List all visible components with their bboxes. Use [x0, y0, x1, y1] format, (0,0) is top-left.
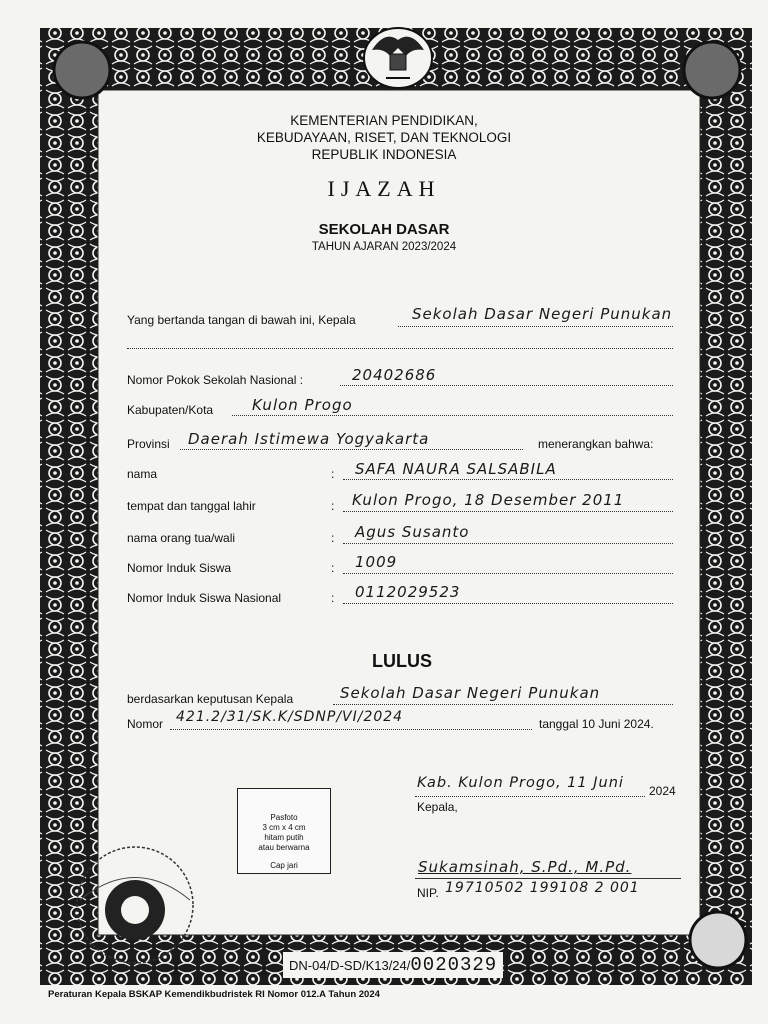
photo-label-1: Pasfoto: [270, 813, 298, 822]
ministry-line-1: KEMENTERIAN PENDIDIKAN,: [290, 113, 478, 128]
field-value-nama: SAFA NAURA SALSABILA: [355, 460, 557, 478]
field-label-nis: Nomor Induk Siswa: [127, 561, 232, 575]
field-label-nama: nama: [127, 467, 158, 481]
intro-label: Yang bertanda tangan di bawah ini, Kepala: [127, 313, 356, 327]
nip-value: 19710502 199108 2 001: [445, 880, 640, 896]
sign-title: Kepala,: [417, 800, 458, 814]
sign-place-date: Kab. Kulon Progo, 11 Juni: [417, 775, 624, 791]
npsn-value: 20402686: [352, 366, 437, 384]
nomor-label: Nomor: [127, 717, 164, 731]
field-colon: :: [331, 467, 335, 481]
basis-label: berdasarkan keputusan Kepala: [127, 692, 294, 706]
field-colon: :: [331, 591, 335, 605]
field-value-nis: 1009: [355, 553, 398, 571]
photo-box: [237, 788, 331, 874]
corner-roundel-top-right: [684, 42, 740, 98]
photo-label-5: Cap jari: [270, 861, 298, 870]
prov-label: Provinsi: [127, 437, 170, 451]
serial-number-block: [283, 952, 503, 978]
regulation-footer: Peraturan Kepala BSKAP Kemendikbudristek RI Nomor 012.A Tahun 2024: [48, 989, 380, 1000]
serial-prefix: DN-04/D-SD/K13/24/: [289, 958, 411, 973]
basis-value: Sekolah Dasar Negeri Punukan: [340, 684, 601, 702]
field-value-ortu: Agus Susanto: [355, 523, 470, 541]
corner-roundel-top-left: [54, 42, 110, 98]
photo-label-4: atau berwarna: [258, 843, 310, 852]
principal-name: Sukamsinah, S.Pd., M.Pd.: [418, 858, 632, 876]
field-label-ttl: tempat dan tanggal lahir: [127, 499, 256, 513]
doc-title: IJAZAH: [327, 176, 441, 201]
ministry-line-2: KEBUDAYAAN, RISET, DAN TEKNOLOGI: [256, 130, 512, 145]
garuda-emblem-icon: [364, 28, 432, 88]
menerangkan-label: menerangkan bahwa:: [538, 437, 654, 451]
status-lulus: LULUS: [372, 651, 432, 671]
kab-label: Kabupaten/Kota: [127, 403, 214, 417]
field-label-ortu: nama orang tua/wali: [127, 531, 236, 545]
nomor-value: 421.2/31/SK.K/SDNP/VI/2024: [176, 709, 404, 725]
academic-year: TAHUN AJARAN 2023/2024: [311, 241, 457, 253]
photo-label-2: 3 cm x 4 cm: [262, 823, 306, 832]
school-type: SEKOLAH DASAR: [318, 221, 450, 238]
nip-label: NIP.: [417, 886, 439, 900]
sign-year: 2024: [649, 784, 676, 798]
photo-label-3: hitam putih: [264, 833, 304, 842]
field-value-nisn: 0112029523: [355, 583, 461, 601]
field-value-ttl: Kulon Progo, 18 Desember 2011: [352, 491, 625, 509]
intro-value: Sekolah Dasar Negeri Punukan: [412, 305, 673, 323]
kab-value: Kulon Progo: [252, 396, 353, 414]
corner-roundel-bottom-right: [690, 912, 746, 968]
ministry-line-3: REPUBLIK INDONESIA: [311, 147, 457, 162]
tanggal-label: tanggal 10 Juni 2024.: [539, 717, 654, 731]
serial-number: 0020329: [410, 954, 498, 976]
prov-value: Daerah Istimewa Yogyakarta: [188, 430, 430, 448]
field-colon: :: [331, 499, 335, 513]
npsn-label: Nomor Pokok Sekolah Nasional :: [127, 373, 304, 387]
field-colon: :: [331, 561, 335, 575]
field-label-nisn: Nomor Induk Siswa Nasional: [127, 591, 282, 605]
field-colon: :: [331, 531, 335, 545]
